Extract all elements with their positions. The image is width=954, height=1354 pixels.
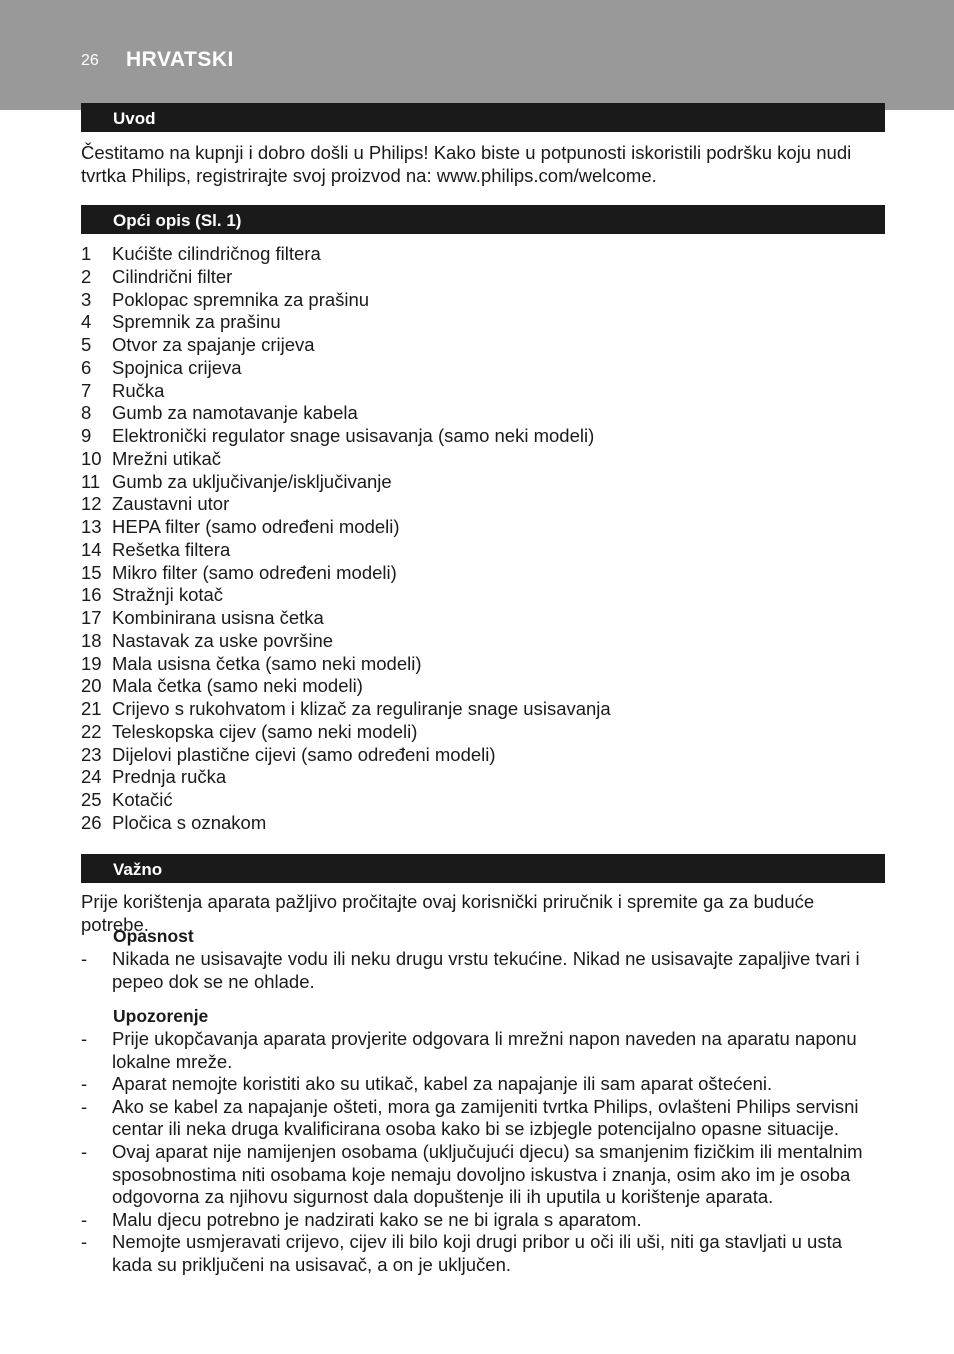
language-title: HRVATSKI bbox=[126, 48, 234, 71]
item-number: 14 bbox=[81, 538, 102, 560]
item-text: Kotačić bbox=[112, 789, 173, 810]
item-number: 26 bbox=[81, 811, 102, 833]
item-number: 18 bbox=[81, 629, 102, 651]
list-item bbox=[81, 812, 885, 835]
item-text: Mikro filter (samo određeni modeli) bbox=[112, 561, 397, 583]
item-number: 15 bbox=[81, 561, 102, 583]
dash-bullet: - bbox=[81, 1231, 88, 1253]
item-number: 16 bbox=[81, 584, 102, 606]
item-number: 21 bbox=[81, 698, 102, 719]
item-text: HEPA filter (samo određeni modeli) bbox=[112, 516, 400, 537]
list-item bbox=[81, 425, 885, 448]
item-text: Aparat nemojte koristiti ako su utikač, kabel za napajanje ili sam aparat oštećeni. bbox=[112, 1073, 773, 1095]
item-text: Otvor za spajanje crijeva bbox=[112, 334, 315, 355]
dash-bullet: - bbox=[81, 1208, 88, 1230]
list-item bbox=[81, 493, 885, 516]
page-header-band bbox=[0, 0, 954, 110]
item-number: 24 bbox=[81, 766, 102, 788]
list-item bbox=[81, 584, 885, 607]
list-item bbox=[81, 334, 885, 357]
dash-bullet: - bbox=[81, 1028, 88, 1049]
item-text: Elektronički regulator snage usisavanja (samo neki modeli) bbox=[112, 425, 595, 446]
list-item bbox=[81, 744, 885, 767]
item-number: 22 bbox=[81, 720, 102, 742]
item-number: 5 bbox=[81, 334, 92, 355]
list-item bbox=[81, 1073, 885, 1096]
item-text: Prednja ručka bbox=[112, 766, 227, 788]
list-item bbox=[81, 721, 885, 744]
list-item bbox=[81, 789, 885, 812]
danger-list bbox=[81, 948, 885, 993]
list-item bbox=[81, 1141, 885, 1209]
list-item bbox=[81, 630, 885, 653]
item-text: Nemojte usmjeravati crijevo, cijev ili bilo koji drugi pribor u oči ili uši, niti ga stavljati u usta kada su priključeni na usisavač, a on je uključen. bbox=[112, 1231, 843, 1275]
vazno-intro: Prije korištenja aparata pažljivo pročitajte ovaj korisnički priručnik i spremite ga za buduće potrebe. bbox=[81, 891, 815, 935]
list-item bbox=[81, 562, 885, 585]
list-item bbox=[81, 471, 885, 494]
item-number: 3 bbox=[81, 288, 92, 310]
item-number: 6 bbox=[81, 356, 92, 378]
item-text: Kombinirana usisna četka bbox=[112, 607, 324, 628]
list-item bbox=[81, 948, 885, 993]
item-text: Pločica s oznakom bbox=[112, 811, 267, 833]
item-number: 17 bbox=[81, 607, 102, 628]
item-text: Mrežni utikač bbox=[112, 447, 221, 469]
uvod-paragraph: Čestitamo na kupnji i dobro došli u Philips! Kako biste u potpunosti iskoristili podršku koju nudi tvrtka Philips, registrirajte svoj proizvod na: www.philips.com/welcome. bbox=[81, 142, 852, 186]
dash-bullet: - bbox=[81, 1095, 88, 1117]
item-number: 7 bbox=[81, 379, 92, 401]
list-item bbox=[81, 448, 885, 471]
item-text: Ako se kabel za napajanje ošteti, mora ga zamijeniti tvrtka Philips, ovlašteni Philips servisni centar ili neka druga kvalificirana osoba kako bi se izbjegle potencijalno opasne situacije. bbox=[112, 1095, 859, 1140]
item-text: Mala usisna četka (samo neki modeli) bbox=[112, 652, 422, 674]
page-number: 26 bbox=[81, 52, 99, 69]
list-item bbox=[81, 402, 885, 425]
list-item bbox=[81, 243, 885, 266]
item-text: Zaustavni utor bbox=[112, 493, 230, 515]
parts-list bbox=[81, 243, 885, 835]
item-text: Spremnik za prašinu bbox=[112, 311, 281, 333]
list-item bbox=[81, 698, 885, 721]
section-heading-vazno: Važno bbox=[81, 854, 885, 883]
item-text: Mala četka (samo neki modeli) bbox=[112, 675, 363, 697]
item-text: Gumb za uključivanje/isključivanje bbox=[112, 470, 392, 492]
list-item bbox=[81, 289, 885, 312]
dash-bullet: - bbox=[81, 1140, 88, 1162]
list-item bbox=[81, 1028, 885, 1073]
list-item bbox=[81, 653, 885, 676]
item-number: 12 bbox=[81, 493, 102, 515]
list-item bbox=[81, 357, 885, 380]
list-item bbox=[81, 766, 885, 789]
list-item bbox=[81, 1231, 885, 1276]
list-item bbox=[81, 675, 885, 698]
item-number: 1 bbox=[81, 243, 92, 264]
list-item bbox=[81, 516, 885, 539]
section-heading-opis: Opći opis (Sl. 1) bbox=[81, 205, 885, 234]
list-item bbox=[81, 1096, 885, 1141]
item-text: Gumb za namotavanje kabela bbox=[112, 402, 358, 424]
item-text: Crijevo s rukohvatom i klizač za reguliranje snage usisavanja bbox=[112, 698, 611, 719]
list-item bbox=[81, 539, 885, 562]
list-item bbox=[81, 1209, 885, 1232]
section-heading-uvod: Uvod bbox=[81, 103, 885, 132]
warning-list bbox=[81, 1028, 885, 1277]
item-text: Kućište cilindričnog filtera bbox=[112, 243, 321, 264]
danger-heading: Opasnost bbox=[113, 926, 194, 946]
item-number: 11 bbox=[81, 470, 101, 492]
item-number: 20 bbox=[81, 675, 102, 697]
item-text: Spojnica crijeva bbox=[112, 356, 242, 378]
item-number: 19 bbox=[81, 652, 102, 674]
list-item bbox=[81, 266, 885, 289]
item-text: Ovaj aparat nije namijenjen osobama (uključujući djecu) sa smanjenim fizičkim ili mentalnim sposobnostima niti osobama koje nemaju dovoljno iskustva i znanja, osim ako im je osoba odgovorna za njihovu sigurnost dala dopuštenje ili ih uputila u korištenje aparata. bbox=[112, 1140, 863, 1208]
item-text: Ručka bbox=[112, 379, 165, 401]
item-text: Dijelovi plastične cijevi (samo određeni modeli) bbox=[112, 743, 496, 765]
item-text: Malu djecu potrebno je nadzirati kako se ne bi igrala s aparatom. bbox=[112, 1208, 642, 1230]
item-text: Poklopac spremnika za prašinu bbox=[112, 288, 370, 310]
item-text: Nastavak za uske površine bbox=[112, 629, 334, 651]
dash-bullet: - bbox=[81, 948, 88, 969]
item-text: Stražnji kotač bbox=[112, 584, 224, 606]
item-text: Cilindrični filter bbox=[112, 265, 233, 287]
item-number: 10 bbox=[81, 447, 102, 469]
list-item bbox=[81, 380, 885, 403]
item-text: Nikada ne usisavajte vodu ili neku drugu vrstu tekućine. Nikad ne usisavajte zapaljive tvari i pepeo dok se ne ohlade. bbox=[112, 948, 860, 992]
item-number: 25 bbox=[81, 789, 102, 810]
item-number: 8 bbox=[81, 402, 92, 424]
item-number: 9 bbox=[81, 425, 92, 446]
item-number: 13 bbox=[81, 516, 102, 537]
item-number: 23 bbox=[81, 743, 102, 765]
list-item bbox=[81, 311, 885, 334]
list-item bbox=[81, 607, 885, 630]
item-text: Prije ukopčavanja aparata provjerite odgovara li mrežni napon naveden na aparatu naponu lokalne mreže. bbox=[112, 1028, 857, 1072]
item-number: 4 bbox=[81, 311, 92, 333]
dash-bullet: - bbox=[81, 1073, 88, 1095]
warning-heading: Upozorenje bbox=[113, 1006, 209, 1026]
item-text: Rešetka filtera bbox=[112, 538, 231, 560]
item-number: 2 bbox=[81, 265, 92, 287]
item-text: Teleskopska cijev (samo neki modeli) bbox=[112, 720, 418, 742]
